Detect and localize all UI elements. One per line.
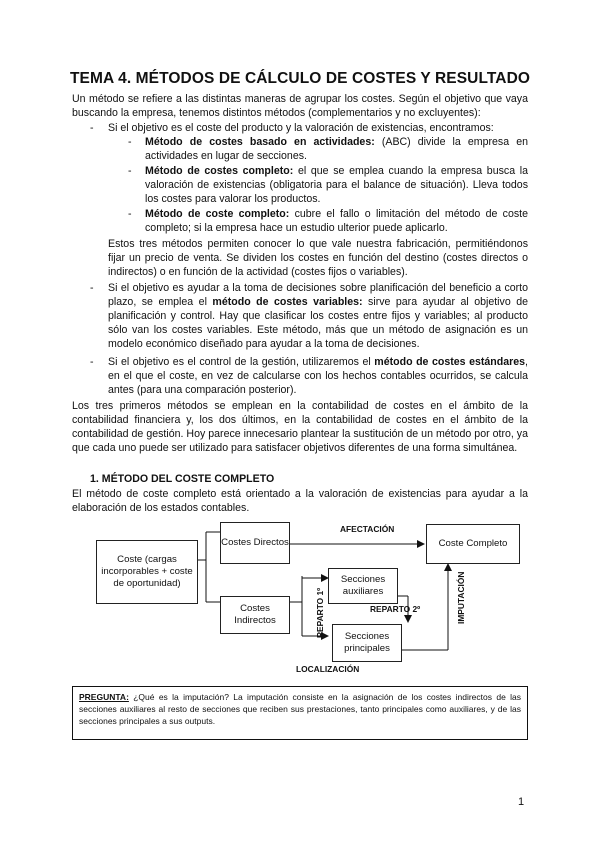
costes-directos-box: Costes Directos [220,522,290,564]
reparto1-label: REPARTO 1º [315,587,325,638]
bullet-dash: - [90,282,94,294]
sub-bullet-full-cost-2-text: cubre el fallo o limitación del método de coste completo; si la empresa hace un estudio ulterior puede aplicarlo. [145,208,528,234]
question-box [72,686,528,740]
question-text: ¿Qué es la imputación? La imputación consiste en la asignación de los costes indirectos de las secciones auxiliares al resto de secciones que reciben sus prestaciones, tanto principales como auxiliares, y de las secciones principales a sus outputs. [79,692,521,727]
secciones-principales-box: Secciones principales [332,624,402,662]
sub-bullet-full-cost [145,165,528,207]
bullet-standard-costs-title: método de costes estándares [374,356,526,368]
imputacion-label: IMPUTACIÓN [456,571,466,624]
coste-completo-box: Coste Completo [426,524,520,564]
bullet-standard-costs-b: , en el que el coste, en vez de calcularse con los hechos contables ocurridos, se calcula antes (para una comparación posterior). [108,356,528,396]
sub-bullet-dash: - [128,165,132,177]
sub-bullet-dash: - [128,208,132,220]
sub-bullet-full-cost-2-title: Método de coste completo: [145,208,290,220]
bullet-variable-costs-b: sirve para ayudar al objetivo de planificación y control. Hay que clasificar los costes entre fijos y variables; al producto sólo van los costes variables. Este método, más que un método de asignación es un modelo económico diseñado para ayudar a la toma de decisiones. [108,295,528,350]
bullet-standard-costs-a: Si el objetivo es el control de la gestión, utilizaremos el [108,356,375,368]
intro-paragraph: Un método se refiere a las distintas maneras de agrupar los costes. Según el objetivo que vaya buscando la empresa, tenemos distintos métodos (complementarios y no excluyentes): [72,93,528,119]
para-estos-tres: Estos tres métodos permiten conocer lo que vale nuestra fabricación, permitiéndonos fijar un precio de venta. Se dividen los costes en función del destino (costes directos o indirectos) o en función de la actividad (costes fijos o variables). [108,238,528,278]
reparto2-label: REPARTO 2º [370,604,421,614]
bullet-variable-costs-title: método de costes variables: [212,295,363,308]
section-heading: 1. MÉTODO DEL COSTE COMPLETO [90,473,275,485]
secciones-auxiliares-box: Secciones auxiliares [328,568,398,604]
section-intro: El método de coste completo está orientado a la valoración de existencias para ayudar a la elaboración de los estados contables. [72,488,528,514]
page-title: TEMA 4. MÉTODOS DE CÁLCULO DE COSTES Y RESULTADO [69,70,531,87]
bullet-objective-product: Si el objetivo es el coste del producto y la valoración de existencias, encontramos: [108,122,494,134]
page-number: 1 [518,796,525,808]
bullet-dash: - [90,122,94,134]
sub-bullet-abc-text: (ABC) divide la empresa en actividades en lugar de secciones. [145,136,528,162]
question-label: PREGUNTA: [79,692,129,702]
bullet-standard-costs [108,356,528,398]
localizacion-label: LOCALIZACIÓN [296,664,360,674]
sub-bullet-full-cost-title: Método de costes completo: [145,165,294,177]
bullet-variable-costs-a: Si el objetivo es ayudar a la toma de decisiones sobre planificación del beneficio a corto plazo, se emplea el [108,282,528,308]
sub-bullet-abc [145,136,528,164]
sub-bullet-abc-title: Método de costes basado en actividades: [145,136,375,148]
bullet-variable-costs [108,282,528,352]
sub-bullet-full-cost-2 [145,208,528,236]
costes-indirectos-box: Costes Indirectos [220,596,290,634]
bullet-dash: - [90,356,94,368]
cost-flow-diagram [70,518,530,678]
sub-bullet-full-cost-text: el que se emplea cuando la empresa busca la valoración de existencias (obligatoria para el balance de situación). Lleva todos los costes para valorar los productos. [145,165,529,205]
coste-box: Coste (cargas incorporables + coste de oportunidad) [96,540,198,604]
afectacion-label: AFECTACIÓN [340,524,395,534]
para-tres-primeros: Los tres primeros métodos se emplean en la contabilidad de costes en el ámbito de la contabilidad financiera y, los dos últimos, en la contabilidad de costes en el ámbito de la contabilidad de gestión. Hoy parece innecesario plantear la sustitución de un método por otro, ya que cada uno puede ser utilizado para satisfacer objetivos diferentes de una forma simultánea. [72,400,528,454]
sub-bullet-dash: - [128,136,132,148]
